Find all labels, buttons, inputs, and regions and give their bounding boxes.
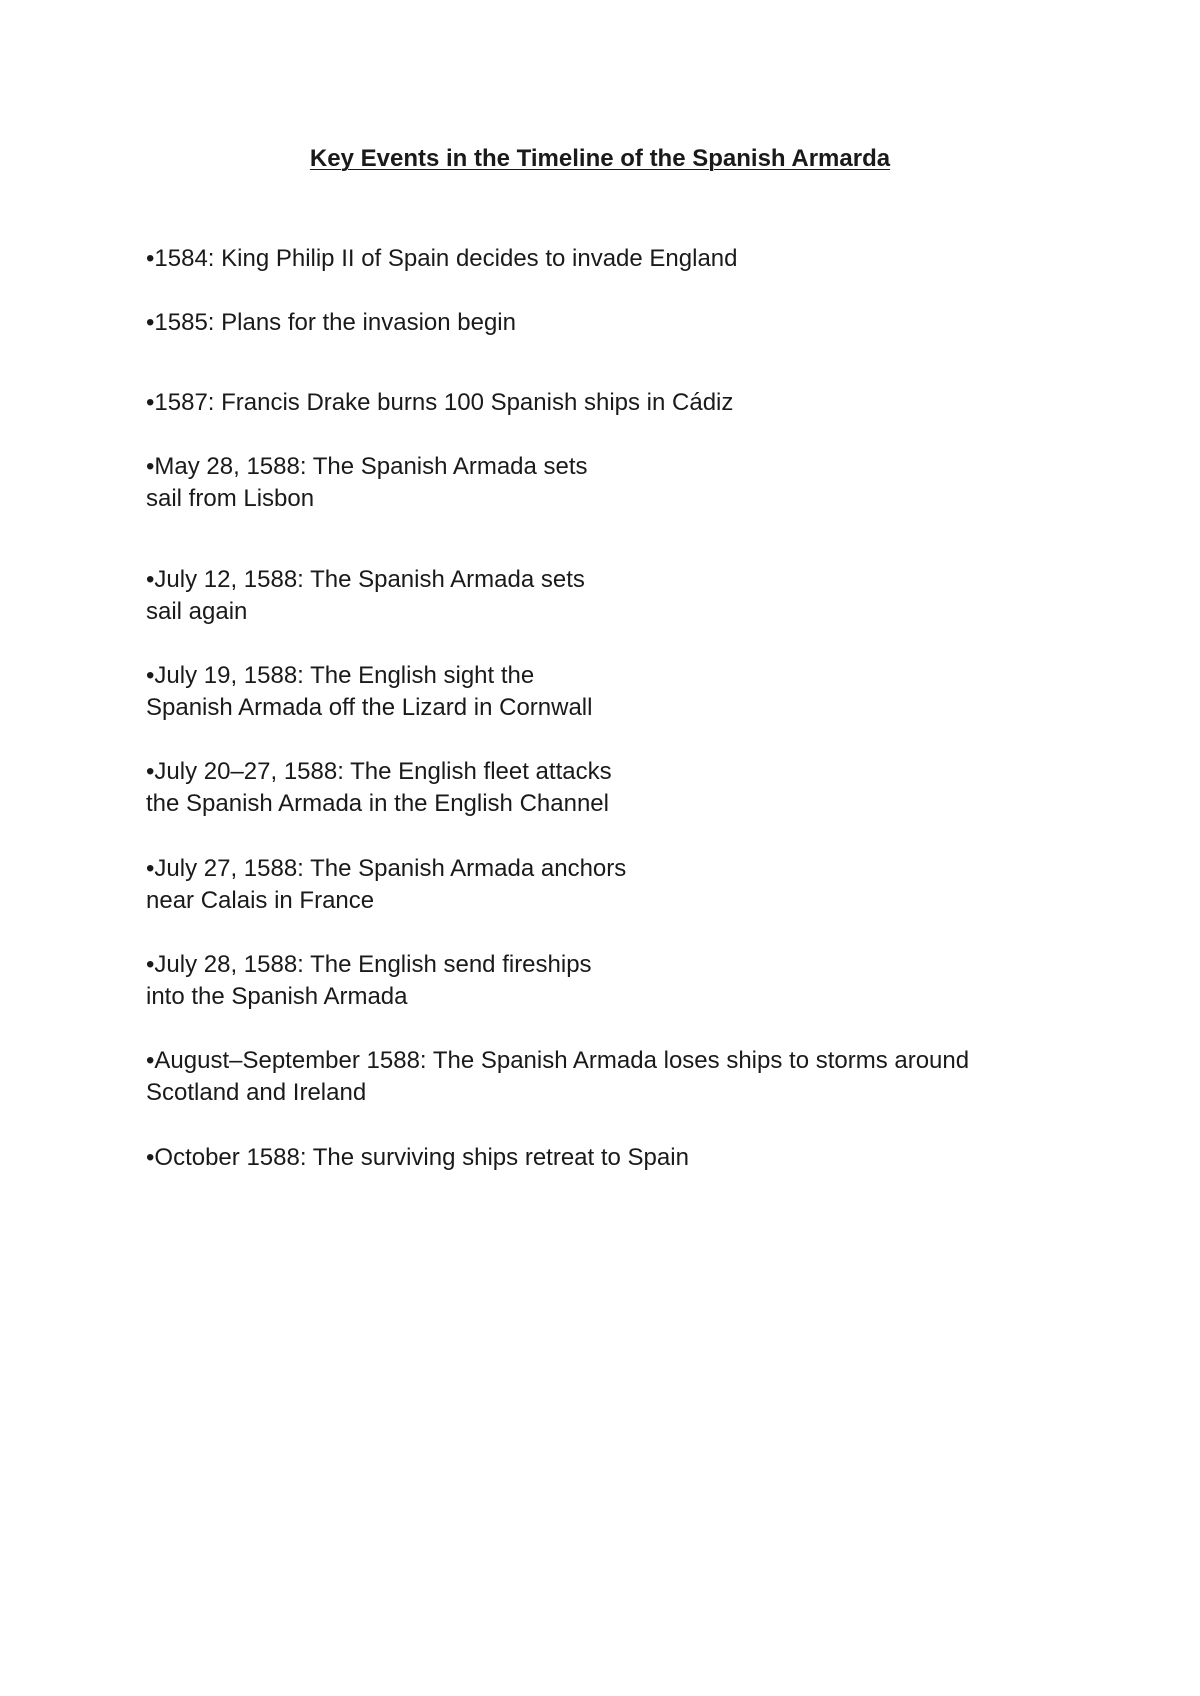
entry-line: •July 12, 1588: The Spanish Armada sets — [146, 566, 585, 593]
timeline-entry — [146, 451, 1106, 515]
entry-line: •August–September 1588: The Spanish Armada loses ships to storms around — [146, 1047, 970, 1074]
entry-line: Spanish Armada off the Lizard in Cornwall — [146, 694, 593, 721]
document-title: Key Events in the Timeline of the Spanish Armarda — [309, 145, 891, 172]
timeline-entry — [146, 1142, 1106, 1174]
entry-line: •1585: Plans for the invasion begin — [146, 309, 516, 336]
timeline-entry — [146, 307, 1106, 339]
entry-line: into the Spanish Armada — [146, 983, 408, 1010]
entry-line: •July 28, 1588: The English send fireships — [146, 951, 592, 978]
entry-line: near Calais in France — [146, 887, 375, 914]
entry-line: •May 28, 1588: The Spanish Armada sets — [146, 453, 588, 480]
entry-line: •1587: Francis Drake burns 100 Spanish ships in Cádiz — [146, 389, 734, 416]
timeline-entry — [146, 660, 1106, 724]
entry-line: sail from Lisbon — [146, 485, 315, 512]
entry-line: •1584: King Philip II of Spain decides to invade England — [146, 245, 738, 272]
timeline-entry — [146, 243, 1106, 275]
timeline-entry — [146, 756, 1106, 820]
entry-line: Scotland and Ireland — [146, 1079, 367, 1106]
timeline-entry — [146, 853, 1106, 917]
entry-line: •October 1588: The surviving ships retreat to Spain — [146, 1144, 689, 1171]
entry-line: the Spanish Armada in the English Channel — [146, 790, 609, 817]
entry-line: •July 27, 1588: The Spanish Armada anchors — [146, 855, 627, 882]
timeline-entry — [146, 949, 1106, 1013]
entry-line: sail again — [146, 598, 248, 625]
timeline-entry — [146, 1045, 1106, 1109]
entry-line: •July 19, 1588: The English sight the — [146, 662, 535, 689]
timeline-entry — [146, 387, 1106, 419]
timeline-entry — [146, 564, 1106, 628]
entry-line: •July 20–27, 1588: The English fleet attacks — [146, 758, 612, 785]
